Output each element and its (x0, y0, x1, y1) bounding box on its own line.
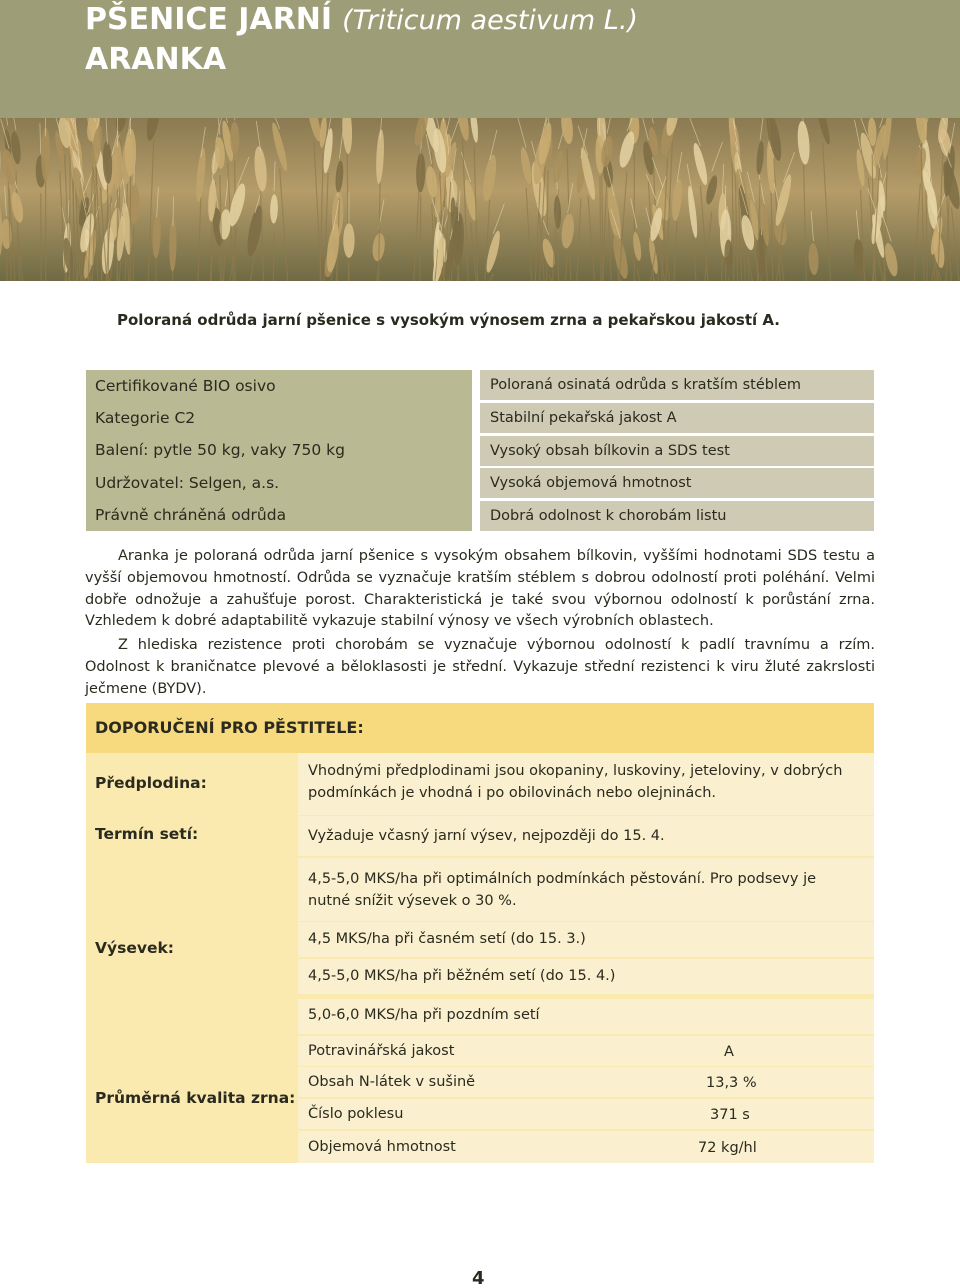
cell-vysevek-optimal (298, 858, 874, 921)
info-item-packaging: Balení: pytle 50 kg, vaky 750 kg (95, 441, 345, 460)
quality-name: Číslo poklesu (308, 1106, 404, 1122)
cell-termin-seti (298, 816, 874, 856)
page-number: 4 (472, 1268, 485, 1288)
title-latin: (Triticum aestivum L.) (342, 5, 638, 36)
info-item-certification: Certifikované BIO osivo (95, 377, 276, 395)
label-termin-seti: Termín setí: (95, 825, 199, 843)
trait-item: Vysoký obsah bílkovin a SDS test (480, 436, 874, 466)
vysevek-item: 4,5-5,0 MKS/ha při běžném setí (do 15. 4.) (308, 968, 616, 984)
info-item-category: Kategorie C2 (95, 409, 196, 428)
quality-row (298, 1131, 874, 1163)
cell-vysevek-late (298, 999, 874, 1034)
quality-value: 13,3 % (706, 1075, 757, 1091)
quality-value: 371 s (710, 1107, 750, 1123)
label-predplodina: Předplodina: (95, 774, 207, 792)
predplodina-text: Vhodnými předplodinami jsou okopaniny, luskoviny, jeteloviny, v dobrých podmínkách je vhodná i po obilovinách nebo olejninách. (308, 763, 843, 801)
page-title (85, 2, 638, 37)
recommendations-heading (86, 703, 874, 753)
quality-name: Obsah N-látek v sušině (308, 1074, 476, 1090)
cell-vysevek-early (298, 922, 874, 957)
cell-predplodina (298, 753, 874, 815)
intro-text: Poloraná odrůda jarní pšenice s vysokým výnosem zrna a pekařskou jakostí A. (117, 311, 780, 329)
grower-recommendations (86, 703, 874, 1163)
cell-vysevek-normal (298, 959, 874, 994)
quality-row (298, 1067, 874, 1097)
header-band (0, 0, 960, 118)
description-paragraph: Aranka je poloraná odrůda jarní pšenice s vysokým obsahem bílkovin, vyššími hodnotami SDS testu a vyšší objemovou hmotností. Odrůda se vyznačuje kratším stéblem s dobrou odolností proti poléhání. Velmi dobře odnožuje a zahušťuje porost. Charakteristická je také svou výbornou odolností k porůstání zrna. Vzhledem k dobré adaptabilitě vykazuje stabilní výnosy ve všech výrobních oblastech. (85, 548, 875, 630)
vysevek-item: 4,5 MKS/ha při časném setí (do 15. 3.) (308, 931, 586, 947)
termin-seti-text: Vyžaduje včasný jarní výsev, nejpozději do 15. 4. (308, 828, 665, 844)
recommendations-heading-text: DOPORUČENÍ PRO PĚSTITELE: (95, 718, 364, 737)
variety-name: ARANKA (85, 42, 227, 77)
wheat-field-photo (0, 118, 960, 281)
label-kvalita-zrna: Průměrná kvalita zrna: (95, 1089, 296, 1107)
vysevek-item: 5,0-6,0 MKS/ha při pozdním setí (308, 1007, 540, 1023)
label-vysevek: Výsevek: (95, 939, 174, 957)
info-item-protection: Právně chráněná odrůda (95, 505, 287, 524)
info-box-right (480, 370, 874, 534)
quality-value: A (724, 1044, 734, 1060)
title-main: PŠENICE JARNÍ (85, 2, 333, 37)
wheat-field-image (0, 118, 960, 281)
resistance-paragraph: Z hlediska rezistence proti chorobám se vyznačuje výbornou odolností k padlí travnímu a rzím. Odolnost k braničnatce plevové a běloklasosti je střední. Vykazuje střední rezistenci k viru žluté zakrslosti ječmene (BYDV). (85, 637, 875, 697)
info-item-maintainer: Udržovatel: Selgen, a.s. (95, 473, 280, 492)
quality-row (298, 1099, 874, 1129)
trait-item: Dobrá odolnost k chorobám listu (480, 501, 874, 531)
vysevek-item: 4,5-5,0 MKS/ha při optimálních podmínkách pěstování. Pro podsevy je nutné snížit výsevek o 30 %. (308, 871, 817, 909)
info-box-left (86, 370, 472, 531)
trait-item: Vysoká objemová hmotnost (480, 468, 874, 498)
trait-item: Poloraná osinatá odrůda s kratším stéblem (480, 370, 874, 400)
quality-name: Objemová hmotnost (308, 1139, 456, 1155)
quality-name: Potravinářská jakost (308, 1043, 455, 1059)
quality-row (298, 1036, 874, 1066)
trait-item: Stabilní pekařská jakost A (480, 403, 874, 433)
quality-value: 72 kg/hl (698, 1140, 757, 1156)
